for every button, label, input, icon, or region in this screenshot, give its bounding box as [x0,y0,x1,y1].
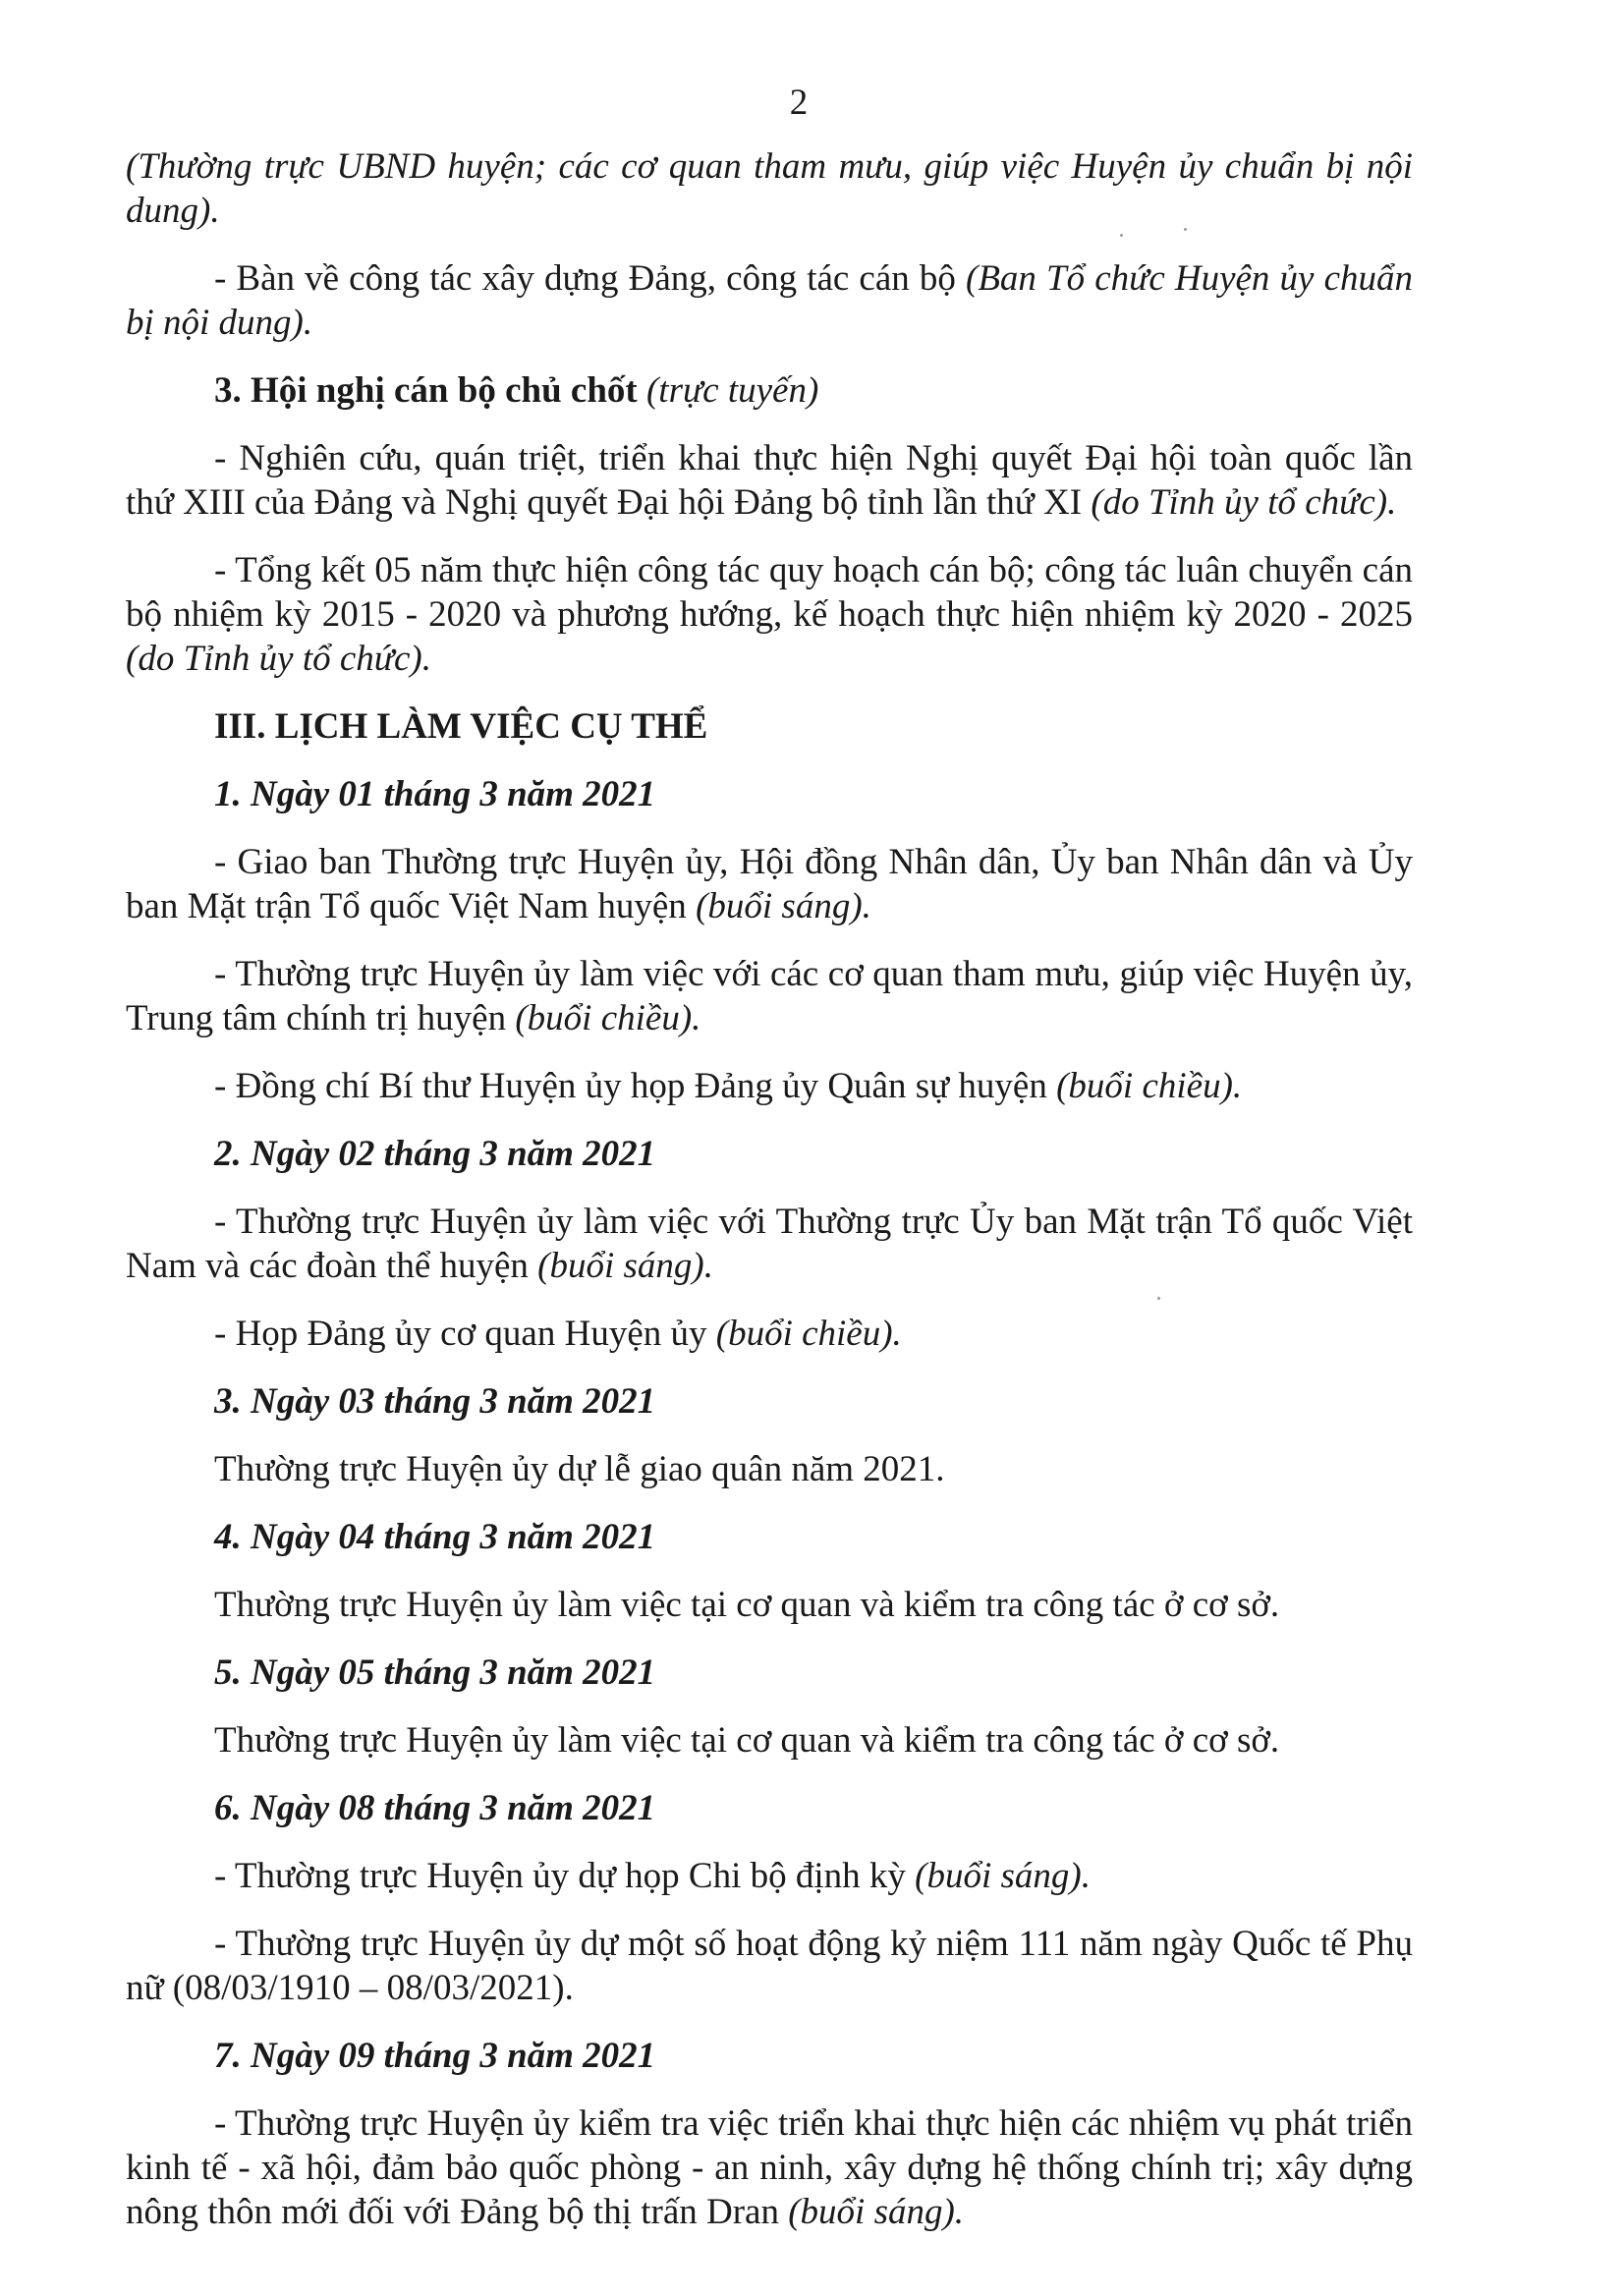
scan-speck [1120,234,1123,237]
item-text: - Nghiên cứu, quán triệt, triển khai thực hiện Nghị quyết Đại hội toàn quốc lần thứ XIII của Đảng và Nghị quyết Đại hội Đảng bộ tỉnh lần thứ XI [126,438,1413,523]
page-number: 2 [789,83,809,123]
item-text: - Bàn về công tác xây dựng Đảng, công tác cán bộ [214,258,966,299]
day-title: 1. Ngày 01 tháng 3 năm 2021 [214,774,656,814]
item-text: - Thường trực Huyện ủy làm việc với các cơ quan tham mưu, giúp việc Huyện ủy, Trung tâm chính trị huyện [126,954,1413,1038]
item-note: (Ban Tổ chức Huyện ủy chuẩn bị nội dung). [126,258,1413,343]
part3-title: III. LỊCH LÀM VIỆC CỤ THỂ [214,706,708,747]
day-item [126,1583,1413,1627]
item-note: (do Tỉnh ủy tổ chức). [1091,482,1397,523]
item-note: (buổi chiều). [715,1314,902,1354]
section2-item-2 [126,256,1413,345]
day-item [126,1922,1413,2010]
day-item [126,1447,1413,1491]
item-note: (buổi chiều). [515,998,701,1038]
day-item [126,952,1413,1040]
item-note: (buổi sáng). [537,1246,713,1286]
item-text: - Giao ban Thường trực Huyện ủy, Hội đồng Nhân dân, Ủy ban Nhân dân và Ủy ban Mặt trận Tổ quốc Việt Nam huyện [126,842,1413,926]
section3-title-note: (trực tuyến) [645,370,819,411]
item-note: (buổi chiều). [1056,1066,1243,1106]
day-item [126,1718,1413,1763]
day-title: 7. Ngày 09 tháng 3 năm 2021 [214,2036,656,2076]
day-title: 3. Ngày 03 tháng 3 năm 2021 [214,1381,656,1422]
intro-note-text: (Thường trực UBND huyện; các cơ quan tham mưu, giúp việc Huyện ủy chuẩn bị nội dung). [126,146,1413,231]
item-note: (buổi sáng). [915,1856,1091,1896]
day-item [126,1200,1413,1288]
item-note: (do Tỉnh ủy tổ chức). [126,639,431,679]
day-title: 6. Ngày 08 tháng 3 năm 2021 [214,1788,656,1828]
item-text: - Thường trực Huyện ủy dự họp Chi bộ định kỳ [214,1856,916,1896]
day-item [126,1312,1413,1356]
item-note: (buổi sáng). [788,2192,965,2232]
section3-title: 3. Hội nghị cán bộ chủ chốt [214,370,646,411]
item-text: - Họp Đảng ủy cơ quan Huyện ủy [214,1314,716,1354]
day-item [126,1854,1413,1898]
section3-heading [126,368,1413,413]
item-text: - Tổng kết 05 năm thực hiện công tác quy hoạch cán bộ; công tác luân chuyển cán bộ nhiệm kỳ 2015 - 2020 và phương hướng, kế hoạch thực hiện nhiệm kỳ 2020 - 2025 [126,550,1413,635]
scan-speck [1157,1297,1160,1300]
item-text: - Thường trực Huyện ủy làm việc với Thường trực Ủy ban Mặt trận Tổ quốc Việt Nam và các đoàn thể huyện [126,1202,1413,1286]
item-note: (buổi sáng). [696,886,871,926]
item-text: Thường trực Huyện ủy dự lễ giao quân năm 2021. [214,1449,945,1489]
day-title: 2. Ngày 02 tháng 3 năm 2021 [214,1134,656,1174]
item-text: - Thường trực Huyện ủy dự một số hoạt động kỷ niệm 111 năm ngày Quốc tế Phụ nữ (08/03/1910 – 08/03/2021). [126,1924,1413,2008]
day-item [126,2101,1413,2234]
day-item [126,840,1413,928]
section3-item [126,548,1413,681]
item-text: Thường trực Huyện ủy làm việc tại cơ quan và kiểm tra công tác ở cơ sở. [214,1585,1280,1625]
section3-item [126,436,1413,525]
item-text: - Thường trực Huyện ủy kiểm tra việc triển khai thực hiện các nhiệm vụ phát triển kinh tế - xã hội, đảm bảo quốc phòng - an ninh, xây dựng hệ thống chính trị; xây dựng nông thôn mới đối với Đảng bộ thị trấn Dran [126,2103,1413,2232]
scan-speck [1184,228,1187,231]
day-title: 4. Ngày 04 tháng 3 năm 2021 [214,1517,656,1557]
item-text: - Đồng chí Bí thư Huyện ủy họp Đảng ủy Quân sự huyện [214,1066,1057,1106]
item-text: Thường trực Huyện ủy làm việc tại cơ quan và kiểm tra công tác ở cơ sở. [214,1720,1280,1761]
intro-note [126,144,1413,233]
day-item [126,1064,1413,1108]
day-title: 5. Ngày 05 tháng 3 năm 2021 [214,1652,656,1693]
